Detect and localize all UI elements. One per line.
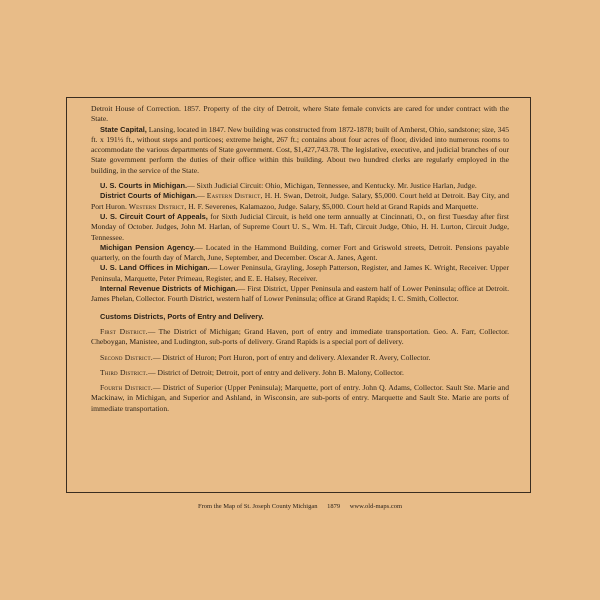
footer-credit	[0, 503, 600, 510]
paragraph-pension-agency: Michigan Pension Agency.— Located in the Hammond Building, corner Fort and Griswold streets, Detroit. Pensions payable quarterly, on the fourth day of March, June, September, and December. Oscar A. Janes, Agent.	[91, 242, 509, 263]
footer-year: 1879	[327, 503, 341, 510]
heading-internal-revenue: Internal Revenue Districts of Michigan.	[100, 284, 238, 294]
paragraph-customs-third: Third District.— District of Detroit; Detroit, port of entry and delivery. John B. Malony, Collector.	[100, 367, 404, 377]
paragraph-land-offices: U. S. Land Offices in Michigan.— Lower Peninsula, Grayling, Joseph Patterson, Register, and James K. Wright, Receiver. Upper Peninsula, Marquette, Peter Primeau, Register, and E. E. Halsey, Receiver.	[91, 263, 510, 283]
paragraph-customs-fourth: Fourth District.— District of Superior (Upper Peninsula); Marquette, port of entry. John Q. Adams, Collector. Sault Ste. Marie and Mackinaw, in Michigan, and Superior and Ashland, in Wisconsin, are sub-ports of entry. Marquette and Sault Ste. Marie are ports of immediate transportation.	[91, 383, 510, 413]
document-body	[91, 104, 509, 414]
footer-site: www.old-maps.com	[349, 503, 403, 510]
paragraph-district-courts: District Courts of Michigan.— Eastern District, H. H. Swan, Detroit, Judge. Salary, $5,000. Court held at Detroit. Bay City, and Port Huron. Western District, H. F. Severenes, Kalamazoo, Judge. Salary, $5,000. Court held at Grand Rapids and Marquette.	[91, 191, 509, 211]
paragraph-customs-second: Second District.— District of Huron; Port Huron, port of entry and delivery. Alexander R. Avery, Collector.	[100, 352, 431, 362]
footer-source: From the Map of St. Joseph County Michigan	[197, 503, 318, 510]
heading-state-capital: State Capital,	[100, 124, 147, 134]
paragraph-us-courts: U. S. Courts in Michigan.— Sixth Judicial Circuit: Ohio, Michigan, Tennessee, and Kentucky. Mr. Justice Harlan, Judge.	[100, 181, 477, 191]
paragraph-customs-first: First District.— The District of Michigan; Grand Haven, port of entry and immediate transportation. Geo. A. Farr, Collector. Cheboygan, Manistee, and Ludington, sub-ports of delivery. Grand Rapids is a special port of delivery.	[91, 326, 509, 347]
paragraph-internal-revenue: Internal Revenue Districts of Michigan.— First District, Upper Peninsula and eastern half of Lower Peninsula; office at Detroit. James Phelan, Collector. Fourth District, western half of Lower Peninsula; office at Grand Rapids; I. C. Smith, Collector.	[91, 284, 509, 304]
heading-us-courts: U. S. Courts in Michigan.	[100, 181, 188, 191]
customs-section-title: Customs Districts, Ports of Entry and Delivery.	[100, 311, 264, 321]
paragraph-circuit-court: U. S. Circuit Court of Appeals, for Sixth Judicial Circuit, is held one term annually at Cincinnati, O., on first Tuesday after first Monday of October. Judges, John M. Harlan, of Supreme Court U. S., Wm. H. Taft, Circuit Judge, Ohio, H. H. Lurton, Circuit Judge, Tennessee.	[91, 211, 509, 242]
heading-pension-agency: Michigan Pension Agency.	[100, 242, 196, 252]
heading-district-courts: District Courts of Michigan.	[100, 191, 198, 201]
heading-land-offices: U. S. Land Offices in Michigan.	[100, 263, 210, 273]
paragraph-house-of-correction: Detroit House of Correction. 1857. Property of the city of Detroit, where State female convicts are cared for under contract with the State.	[91, 104, 509, 124]
paragraph-state-capital: State Capital, Lansing, located in 1847. New building was constructed from 1872-1878; built of Amherst, Ohio, sandstone; size, 345 ft. x 191½ ft., without steps and porticoes; extreme height, 267 ft.; contains about four acres of floor, divided into numerous rooms to accommodate the various departments of State government. Cost, $1,427,743.78. The legislative, executive, and judicial branches of our State government perform the duties of their office within this building. About two hundred clerks are regularly employed in the building, in the service of the State.	[91, 124, 509, 175]
heading-circuit-court: U. S. Circuit Court of Appeals,	[100, 211, 208, 221]
